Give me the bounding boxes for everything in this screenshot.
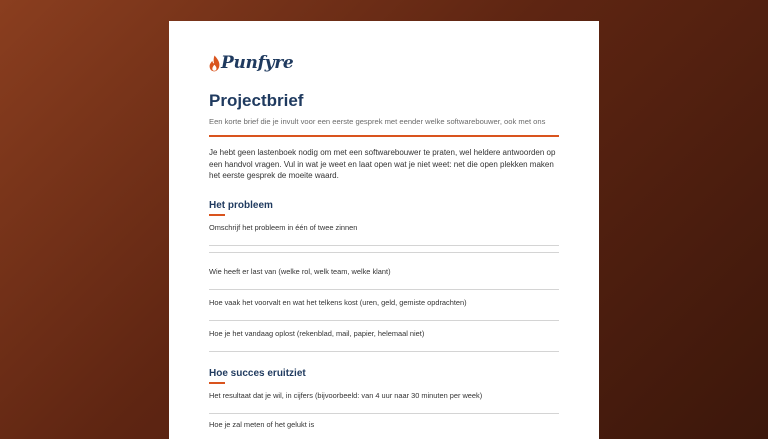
field-answer-line[interactable] — [209, 320, 559, 321]
field-answer-line[interactable] — [209, 351, 559, 352]
field-label: Hoe vaak het voorvalt en wat het telkens kost (uren, geld, gemiste opdrachten) — [209, 297, 467, 307]
document-page — [169, 21, 599, 439]
heading-accent — [209, 214, 225, 216]
field-label: Hoe je zal meten of het gelukt is — [209, 419, 315, 429]
page-title: Projectbrief — [209, 91, 304, 110]
section-heading: Hoe succes eruitziet — [209, 367, 306, 379]
field-label: Wie heeft er last van (welke rol, welk team, welke klant) — [209, 266, 391, 276]
logo-text: Punfyre — [221, 53, 294, 73]
section-problem — [209, 200, 559, 352]
logo — [209, 51, 559, 75]
section-heading: Het probleem — [209, 199, 273, 211]
intro-paragraph: Je hebt geen lastenboek nodig om met een softwarebouwer te praten, wel heldere antwoorden op een handvol vragen. Vul in wat je weet en laat open wat je niet weet: net die open plekken maken het eerste gesprek de moeite waard. — [209, 148, 556, 180]
field-label: Het resultaat dat je wil, in cijfers (bijvoorbeeld: van 4 uur naar 30 minuten per week) — [209, 390, 483, 400]
page-subtitle: Een korte brief die je invult voor een eerste gesprek met eender welke softwarebouwer, ook met ons — [209, 117, 546, 126]
title-divider — [209, 135, 559, 137]
section-success — [209, 368, 559, 429]
field-answer-line[interactable] — [209, 289, 559, 290]
field-answer-line[interactable] — [209, 245, 559, 246]
field-label: Hoe je het vandaag oplost (rekenblad, mail, papier, helemaal niet) — [209, 328, 425, 338]
field-answer-line[interactable] — [209, 252, 559, 253]
flame-icon — [209, 55, 220, 72]
heading-accent — [209, 382, 225, 384]
field-answer-line[interactable] — [209, 413, 559, 414]
field-label: Omschrijf het probleem in één of twee zinnen — [209, 222, 358, 232]
